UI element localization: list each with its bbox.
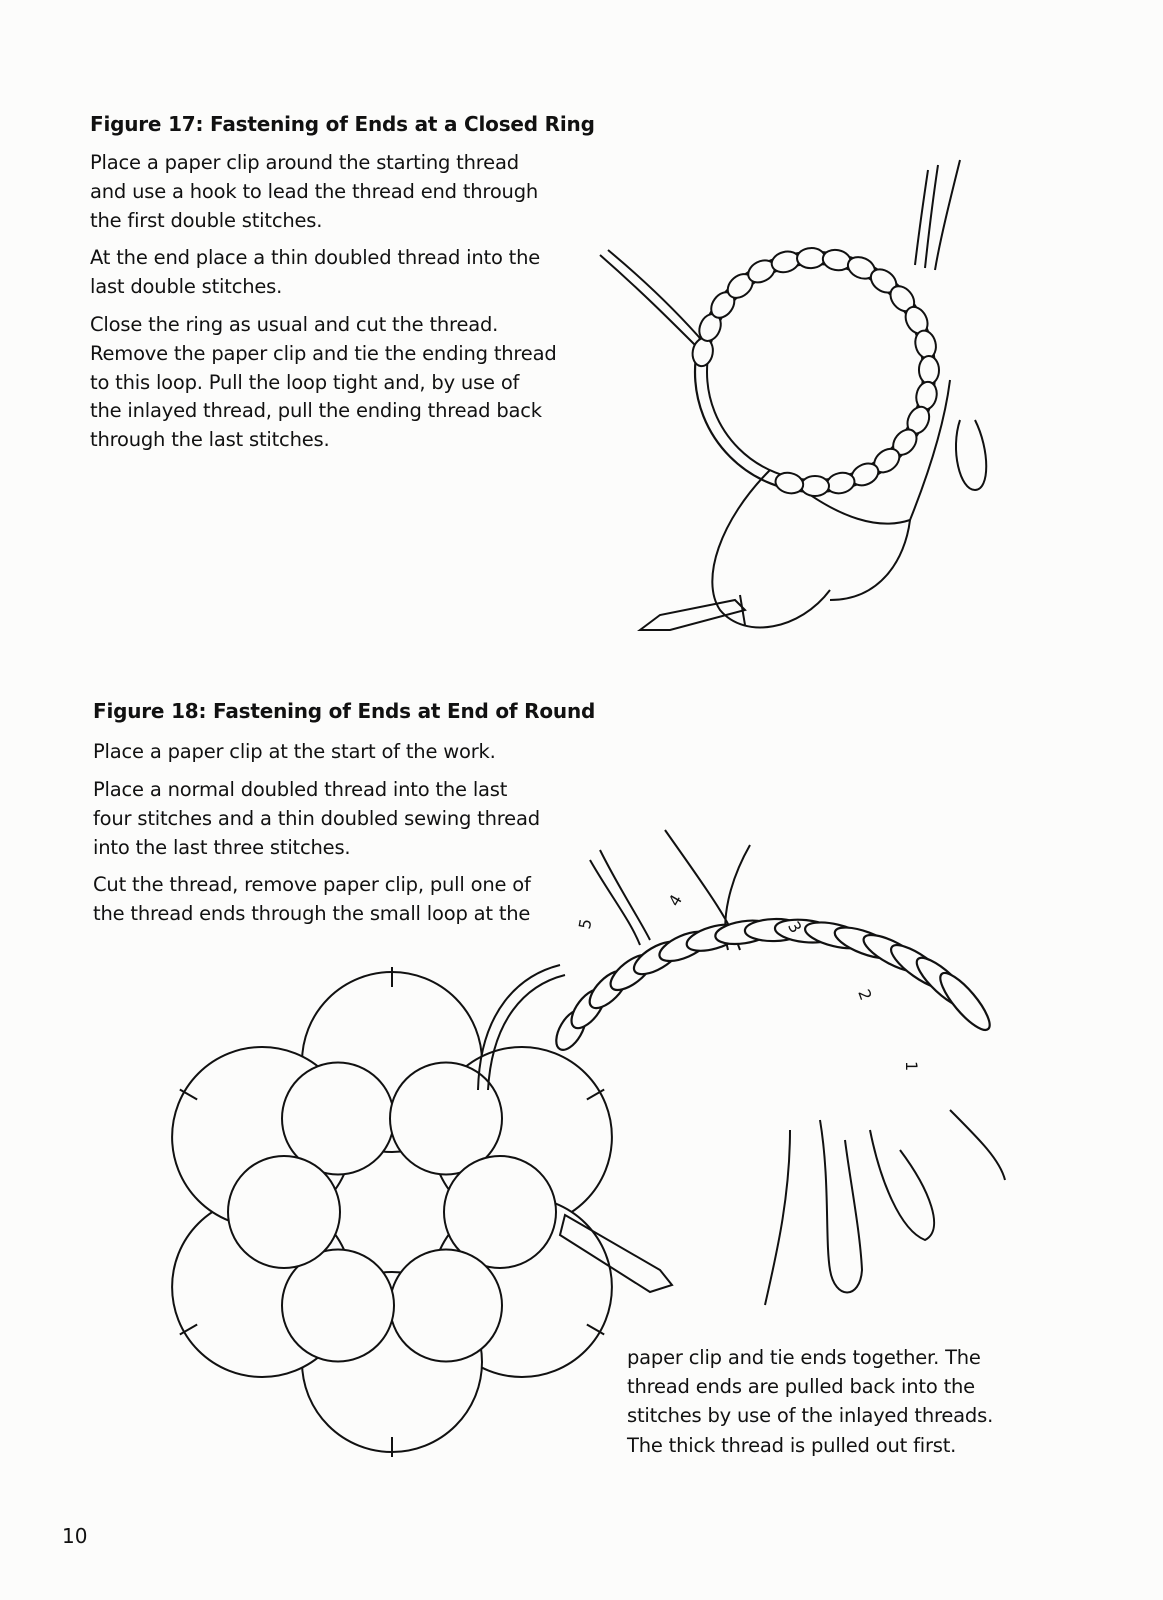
text-line: and use a hook to lead the thread end through — [90, 180, 539, 203]
figure-17-title: Figure 17: Fastening of Ends at a Closed Ring — [90, 112, 595, 136]
text-line: four stitches and a thin doubled sewing thread — [93, 807, 540, 830]
text-line: thread ends are pulled back into the — [627, 1375, 975, 1398]
figure-18-flower-illustration — [172, 967, 612, 1457]
text-line: Place a paper clip at the start of the work. — [93, 740, 496, 763]
text-line: At the end place a thin doubled thread into the — [90, 246, 541, 269]
text-line: the thread ends through the small loop at the — [93, 902, 531, 925]
stitch-loop — [933, 967, 996, 1036]
stitch-label-2: 2 — [854, 986, 876, 1003]
text-line: the first double stitches. — [90, 209, 323, 232]
text-line: Cut the thread, remove paper clip, pull one of — [93, 873, 531, 896]
text-line: last double stitches. — [90, 275, 283, 298]
stitch-label-3: 3 — [783, 917, 806, 937]
stitch-loop — [919, 356, 939, 384]
small-ring — [228, 1156, 340, 1268]
text-line: Close the ring as usual and cut the thread. — [90, 313, 499, 336]
figure-18-title: Figure 18: Fastening of Ends at End of Round — [93, 699, 596, 723]
text-line: Place a paper clip around the starting thread — [90, 151, 519, 174]
text-line: Remove the paper clip and tie the ending thread — [90, 342, 557, 365]
text-line: the inlayed thread, pull the ending thread back — [90, 399, 542, 422]
text-line: through the last stitches. — [90, 428, 330, 451]
text-line: to this loop. Pull the loop tight and, by use of — [90, 371, 520, 394]
text-line: into the last three stitches. — [93, 836, 351, 859]
text-line: The thick thread is pulled out first. — [627, 1434, 957, 1457]
stitch-label-4: 4 — [664, 891, 687, 910]
stitch-loop — [801, 476, 829, 496]
text-line: Place a normal doubled thread into the last — [93, 778, 508, 801]
text-line: paper clip and tie ends together. The — [627, 1346, 981, 1369]
small-ring — [390, 1250, 502, 1362]
stitch-loop — [797, 248, 826, 269]
stitch-label-1: 1 — [902, 1061, 921, 1072]
figure-17-ring-illustration — [600, 160, 986, 630]
stitch-label-5: 5 — [574, 917, 596, 931]
page-number: 10 — [62, 1524, 88, 1548]
text-line: stitches by use of the inlayed threads. — [627, 1404, 994, 1427]
